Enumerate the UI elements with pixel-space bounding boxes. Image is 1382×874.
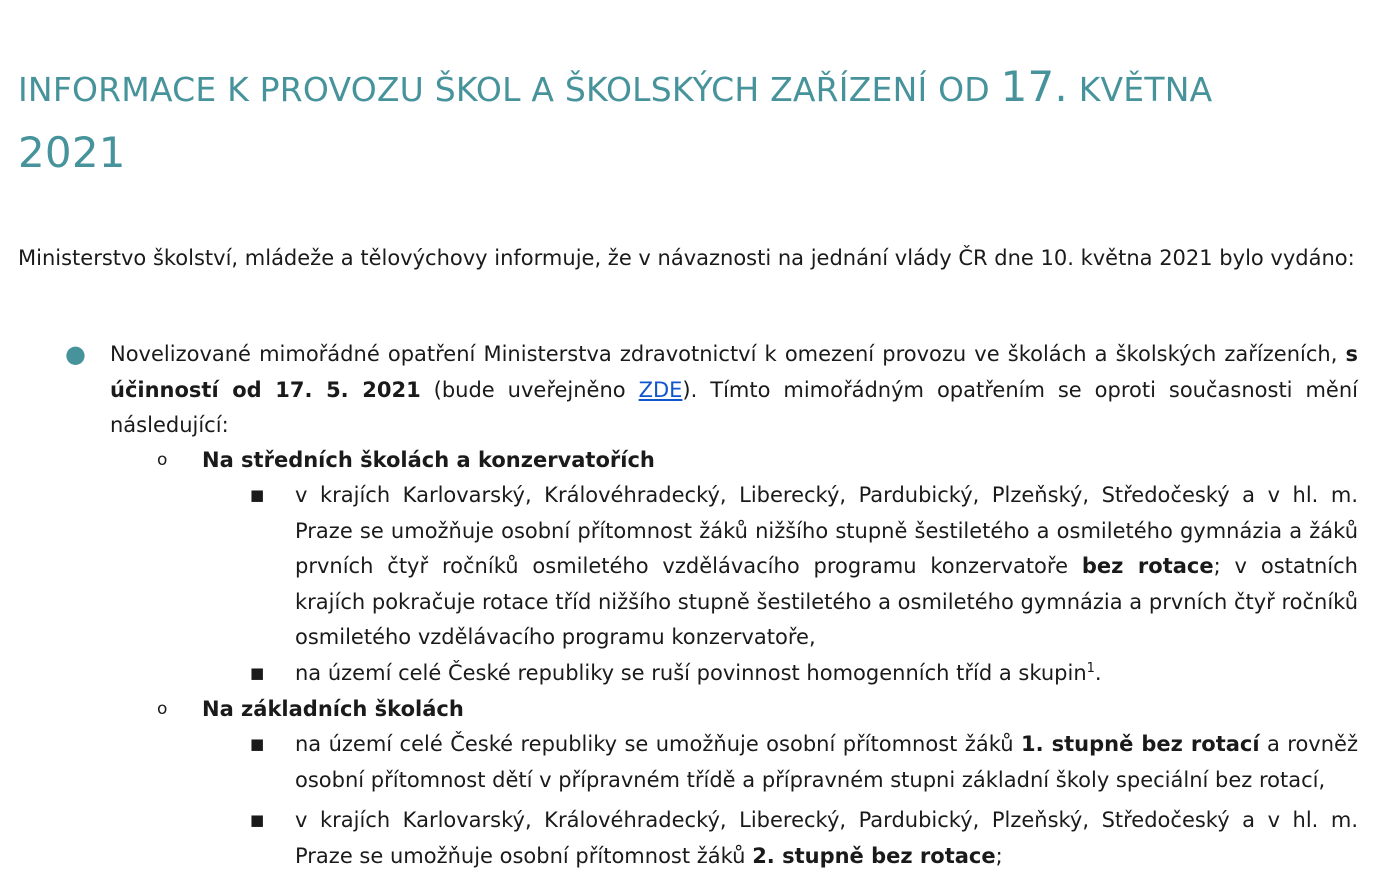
list-item-primary-2 — [250, 803, 1358, 874]
point-text-tail: ; v ostatních krajích pokračuje rotace tříd nižšího stupně šestiletého a osmiletého gymnázia a prvních čtyř ročníků osmiletého vzdělávacího programu konzervatoře, — [295, 554, 1358, 649]
square-bullet-icon: ■ — [250, 735, 265, 753]
intro-paragraph: Ministerstvo školství, mládeže a tělovýchovy informuje, že v návaznosti na jednání vlády ČR dne 10. května 2021 bylo vydáno: — [18, 246, 1355, 270]
square-bullet-icon: ■ — [250, 664, 265, 682]
point-text: na území celé České republiky se umožňuje osobní přítomnost žáků — [295, 732, 1014, 756]
bold-bez-rotace: bez rotace — [1081, 554, 1214, 578]
title-part1: INFORMACE K PROVOZU ŠKOL A ŠKOLSKÝCH ZAŘÍZENÍ OD — [18, 70, 990, 109]
point-text: na území celé České republiky se ruší povinnost homogenních tříd a skupin — [295, 661, 1087, 685]
bullet-dot-icon: ● — [65, 340, 86, 368]
item-tail: ). Tímto mimořádným opatřením se oproti současnosti mění následující: — [110, 377, 1358, 437]
list-item-measure — [65, 337, 1359, 444]
circle-bullet-icon: o — [157, 699, 168, 719]
bold-first-grade: 1. stupně bez rotací — [1020, 732, 1260, 756]
title-part2: KVĚTNA — [1078, 70, 1213, 109]
point-text: v krajích Karlovarský, Královéhradecký, Liberecký, Pardubický, Plzeňský, Středočeský a v hl. m. Praze se umožňuje osobní přítomnost žáků — [295, 808, 1358, 868]
list-item-secondary-1 — [250, 478, 1358, 656]
list-item-text — [295, 727, 1358, 798]
secondary-schools-heading: Na středních školách a konzervatořích — [202, 448, 655, 472]
title-day: 17. — [1000, 62, 1068, 111]
square-bullet-icon: ■ — [250, 811, 265, 829]
list-item-text — [295, 803, 1358, 874]
list-item-text — [295, 478, 1358, 656]
item-lead: Novelizované mimořádné opatření Ministerstva zdravotnictví k omezení provozu ve školách a školských zařízeních, — [110, 342, 1338, 366]
zde-link[interactable]: ZDE — [638, 377, 683, 402]
primary-schools-heading: Na základních školách — [202, 697, 464, 721]
point-text-tail: ; — [995, 843, 1003, 868]
effective-date: s účinností od 17. 5. 2021 — [110, 342, 1359, 402]
list-item-secondary-2 — [250, 656, 1358, 692]
circle-bullet-icon: o — [157, 450, 168, 470]
point-text: v krajích Karlovarský, Královéhradecký, Liberecký, Pardubický, Plzeňský, Středočeský a v hl. m. Praze se umožňuje osobní přítomnost žáků nižšího stupně šestiletého a osmiletého gymnázia a žáků prvních čtyř ročníků osmiletého vzdělávacího programu konzervatoře — [295, 483, 1358, 578]
square-bullet-icon: ■ — [250, 486, 265, 504]
list-item-primary-1 — [250, 727, 1358, 798]
bold-second-grade: 2. stupně bez rotace — [752, 843, 996, 868]
page-title — [18, 55, 1358, 187]
point-end: . — [1094, 661, 1102, 685]
sublist-heading-primary — [157, 692, 1358, 728]
list-item-text — [110, 337, 1358, 444]
item-mid: (bude uveřejněno — [433, 377, 626, 402]
title-year: 2021 — [18, 128, 126, 177]
list-item-text — [295, 656, 1358, 692]
sublist-heading-secondary — [157, 443, 1358, 479]
footnote-ref[interactable]: 1 — [1086, 661, 1095, 676]
point-text-tail: a rovněž osobní přítomnost dětí v přípravném třídě a přípravném stupni základní školy speciální bez rotací, — [295, 732, 1358, 792]
